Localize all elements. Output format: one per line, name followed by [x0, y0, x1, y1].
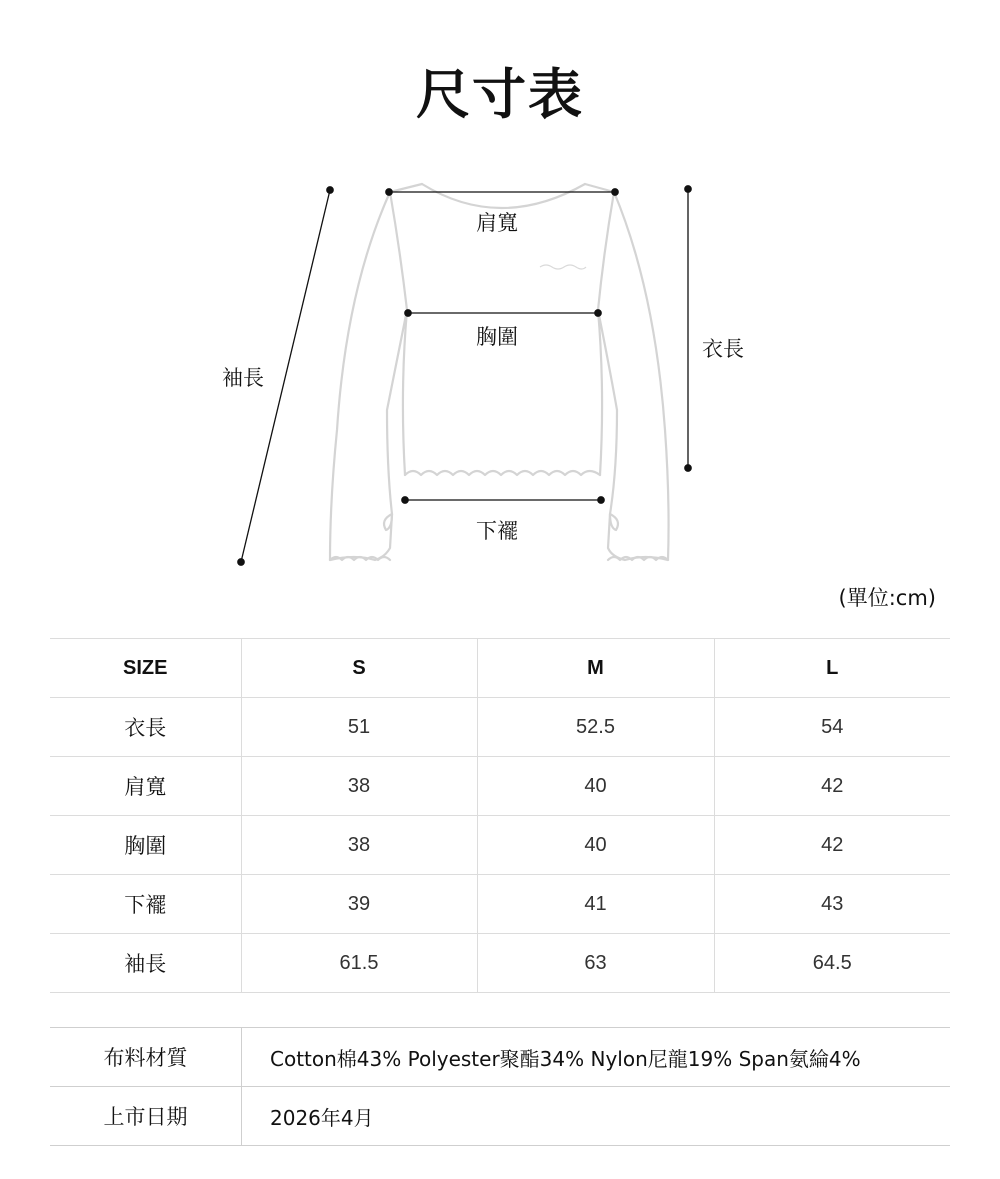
cell-value: 42: [714, 757, 950, 816]
length-top-dot: [685, 186, 691, 192]
cell-value: 40: [477, 816, 714, 875]
table-row: [50, 816, 950, 875]
product-info-table: [50, 1027, 950, 1146]
logo-mark: [540, 265, 586, 269]
cell-value: 52.5: [477, 698, 714, 757]
row-label: 下襬: [50, 875, 241, 934]
cell-value: 41: [477, 875, 714, 934]
cell-value: 61.5: [241, 934, 477, 993]
sleeve-bottom-dot: [238, 559, 244, 565]
header-l: L: [714, 639, 950, 698]
cell-value: 43: [714, 875, 950, 934]
table-row: [50, 1087, 950, 1146]
cell-value: 38: [241, 757, 477, 816]
cell-value: 51: [241, 698, 477, 757]
info-label-material: 布料材質: [50, 1028, 242, 1087]
cell-value: 38: [241, 816, 477, 875]
table-row: [50, 934, 950, 993]
label-chest: 胸圍: [476, 325, 518, 349]
cell-value: 64.5: [714, 934, 950, 993]
measurement-diagram: [0, 170, 1000, 580]
table-row: [50, 875, 950, 934]
header-size: SIZE: [50, 639, 241, 698]
row-label: 袖長: [50, 934, 241, 993]
size-table-header: [50, 639, 950, 698]
row-label: 衣長: [50, 698, 241, 757]
unit-note: (單位:cm): [838, 586, 936, 610]
header-m: M: [477, 639, 714, 698]
length-bottom-dot: [685, 465, 691, 471]
info-value-cell: [242, 1028, 951, 1087]
page-title: 尺寸表: [416, 63, 584, 126]
table-row: [50, 698, 950, 757]
chest-left-dot: [405, 310, 411, 316]
row-label: 肩寬: [50, 757, 241, 816]
hem-left-dot: [402, 497, 408, 503]
sleeve-top-dot: [327, 187, 333, 193]
measure-lines: [238, 186, 691, 565]
info-value-cell: [242, 1087, 951, 1146]
cell-value: 42: [714, 816, 950, 875]
label-hem: 下襬: [476, 519, 518, 543]
shoulder-right-dot: [612, 189, 618, 195]
cell-value: 63: [477, 934, 714, 993]
label-shoulder: 肩寬: [476, 211, 518, 235]
row-label: 胸圍: [50, 816, 241, 875]
garment-outline: [330, 184, 669, 560]
info-value-release-date: 2026年4月: [270, 1105, 374, 1130]
label-length: 衣長: [702, 337, 744, 361]
header-s: S: [241, 639, 477, 698]
size-table: [50, 638, 950, 993]
table-row: [50, 1028, 950, 1087]
table-row: [50, 757, 950, 816]
hem-right-dot: [598, 497, 604, 503]
cell-value: 40: [477, 757, 714, 816]
cell-value: 54: [714, 698, 950, 757]
shoulder-left-dot: [386, 189, 392, 195]
chest-right-dot: [595, 310, 601, 316]
label-sleeve: 袖長: [222, 366, 264, 390]
cell-value: 39: [241, 875, 477, 934]
info-label-release-date: 上市日期: [50, 1087, 242, 1146]
info-value-material: Cotton棉43% Polyester聚酯34% Nylon尼龍19% Span氨綸4%: [270, 1046, 861, 1071]
